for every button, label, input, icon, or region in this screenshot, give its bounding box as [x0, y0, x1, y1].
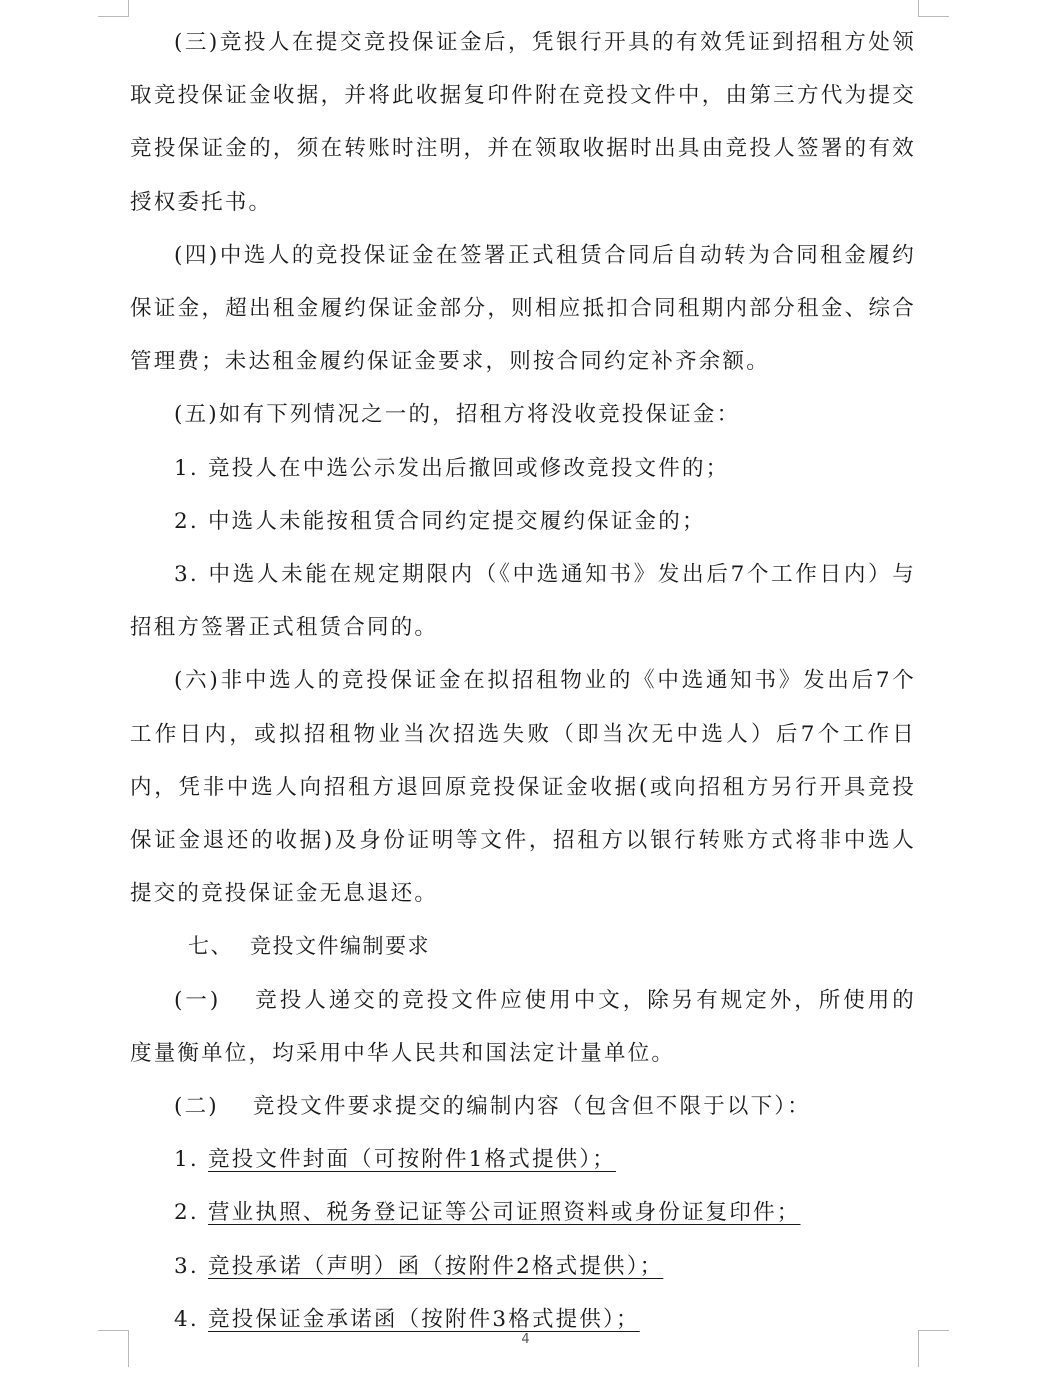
- content-list-item-1: [130, 1133, 916, 1186]
- content-list-item-3: [130, 1240, 916, 1293]
- content-list-item-3-text: 竞投承诺（声明）函（按附件2格式提供）；: [207, 1253, 664, 1279]
- paragraph-deposit-receipt: (三)竞投人在提交竞投保证金后，凭银行开具的有效凭证到招租方处领取竞投保证金收据，并将此收据复印件附在竞投文件中，由第三方代为提交竞投保证金的，须在转账时注明，并在领取收据时出具由竞投人签署的有效授权委托书。: [130, 30, 916, 215]
- section-item-1-text: 竞投人递交的竞投文件应使用中文，除另有规定外，所使用的度量衡单位，均采用中华人民共和国法定计量单位。: [130, 987, 916, 1066]
- page-number: 4: [521, 1332, 530, 1347]
- content-list-item-4-text: 竞投保证金承诺函（按附件3格式提供）；: [207, 1306, 640, 1332]
- paragraph-forfeit-conditions: (五)如有下列情况之一的，招租方将没收竞投保证金：: [174, 402, 741, 428]
- section-title: 竞投文件编制要求: [250, 934, 430, 959]
- section-item-1-number: (一): [174, 987, 221, 1013]
- section-item-2: [130, 1080, 916, 1133]
- document-body: [130, 16, 916, 1346]
- crop-mark-top-right: [918, 0, 949, 17]
- content-list-item-4-number: 4.: [174, 1306, 199, 1332]
- content-list-item-2-text: 营业执照、税务登记证等公司证照资料或身份证复印件；: [207, 1200, 801, 1226]
- section-heading: [130, 920, 916, 973]
- content-list-item-3-number: 3.: [174, 1253, 199, 1279]
- content-list-item-1-text: 竞投文件封面（可按附件1格式提供）；: [207, 1147, 616, 1173]
- section-number: 七、: [188, 934, 233, 959]
- content-list-item-2-number: 2.: [174, 1200, 199, 1226]
- paragraph-winner-deposit: (四)中选人的竞投保证金在签署正式租赁合同后自动转为合同租金履约保证金，超出租金履约保证金部分，则相应抵扣合同租期内部分租金、综合管理费；未达租金履约保证金要求，则按合同约定补齐余额。: [130, 242, 916, 375]
- section-item-1: [130, 974, 916, 1080]
- content-list-item-2: [130, 1186, 916, 1239]
- forfeit-item-3: 3. 中选人未能在规定期限内（《中选通知书》发出后7个工作日内）与招租方签署正式租赁合同的。: [130, 562, 916, 641]
- paragraph-deposit-refund: (六)非中选人的竞投保证金在拟招租物业的《中选通知书》发出后7个工作日内，或拟招租物业当次招选失败（即当次无中选人）后7个工作日内，凭非中选人向招租方退回原竞投保证金收据(或向招租方另行开具竞投保证金退还的收据)及身份证明等文件，招租方以银行转账方式将非中选人提交的竞投保证金无息退还。: [130, 668, 916, 907]
- section-item-2-number: (二): [174, 1094, 219, 1120]
- content-list-item-1-number: 1.: [174, 1147, 199, 1173]
- forfeit-item-1: 1. 竞投人在中选公示发出后撤回或修改竞投文件的；: [174, 455, 730, 481]
- forfeit-item-2: 2. 中选人未能按租赁合同约定提交履约保证金的；: [174, 508, 706, 534]
- section-item-2-text: 竞投文件要求提交的编制内容（包含但不限于以下）：: [252, 1094, 811, 1120]
- crop-mark-top-left: [98, 0, 129, 17]
